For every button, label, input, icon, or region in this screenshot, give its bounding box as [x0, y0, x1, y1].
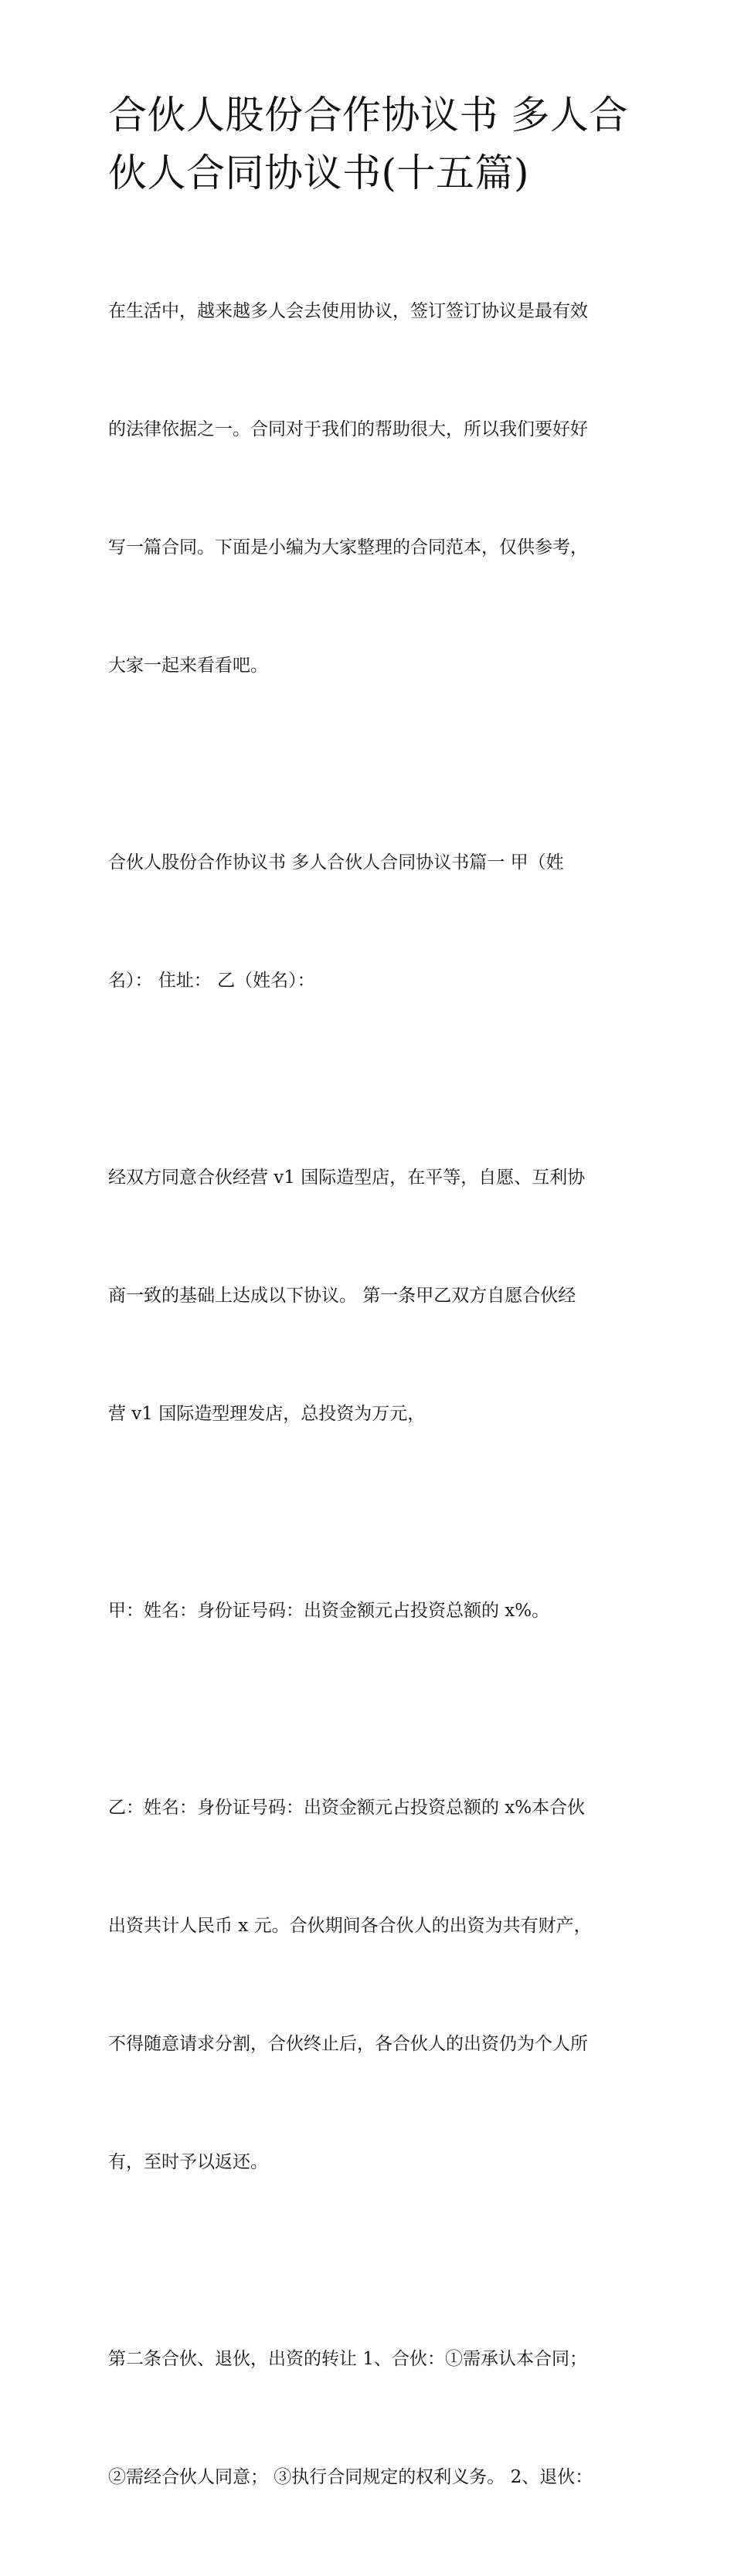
paragraph-section-heading	[108, 764, 634, 1080]
paragraph-line: 甲：姓名：身份证号码：出资金额元占投资总额的 x%。	[108, 1601, 550, 1621]
paragraph-line: 有，至时予以返还。	[108, 2152, 268, 2172]
paragraph-intro	[108, 213, 634, 764]
paragraph-line: 名）： 住址： 乙（姓名）：	[108, 971, 315, 991]
paragraph-party-b	[108, 1710, 634, 2261]
document-body	[108, 213, 634, 2576]
paragraph-line: 合伙人股份合作协议书 多人合伙人合同协议书篇一 甲（姓	[108, 852, 564, 873]
paragraph-article-two	[108, 2261, 634, 2576]
paragraph-line: 商一致的基础上达成以下协议。 第一条甲乙双方自愿合伙经	[108, 1286, 576, 1306]
paragraph-line: ②需经合伙人同意； ③执行合同规定的权利义务。 2、退伙：	[108, 2467, 593, 2487]
paragraph-line: 不得随意请求分割，合伙终止后，各合伙人的出资仍为个人所	[108, 2034, 588, 2054]
paragraph-line: 在生活中，越来越多人会去使用协议，签订签订协议是最有效	[108, 301, 588, 321]
title-line-2: 伙人合同协议书(十五篇)	[108, 151, 530, 195]
paragraph-line: 出资共计人民币 x 元。合伙期间各合伙人的出资为共有财产，	[108, 1916, 592, 1936]
paragraph-line: 写一篇合同。下面是小编为大家整理的合同范本，仅供参考，	[108, 537, 588, 558]
paragraph-line: 经双方同意合伙经营 v1 国际造型店，在平等，自愿、互利协	[108, 1168, 586, 1188]
paragraph-line: 营 v1 国际造型理发店，总投资为万元，	[108, 1404, 426, 1424]
paragraph-party-a	[108, 1513, 634, 1710]
paragraph-line: 乙：姓名：身份证号码：出资金额元占投资总额的 x%本合伙	[108, 1798, 586, 1818]
title-line-1: 合伙人股份合作协议书 多人合	[108, 93, 628, 137]
paragraph-line: 第二条合伙、退伙，出资的转让 1、合伙：①需承认本合同；	[108, 2349, 587, 2369]
paragraph-line: 的法律依据之一。合同对于我们的帮助很大，所以我们要好好	[108, 419, 588, 439]
paragraph-agreement-basis	[108, 1080, 634, 1513]
paragraph-line: 大家一起来看看吧。	[108, 656, 268, 676]
document-title	[108, 86, 634, 202]
